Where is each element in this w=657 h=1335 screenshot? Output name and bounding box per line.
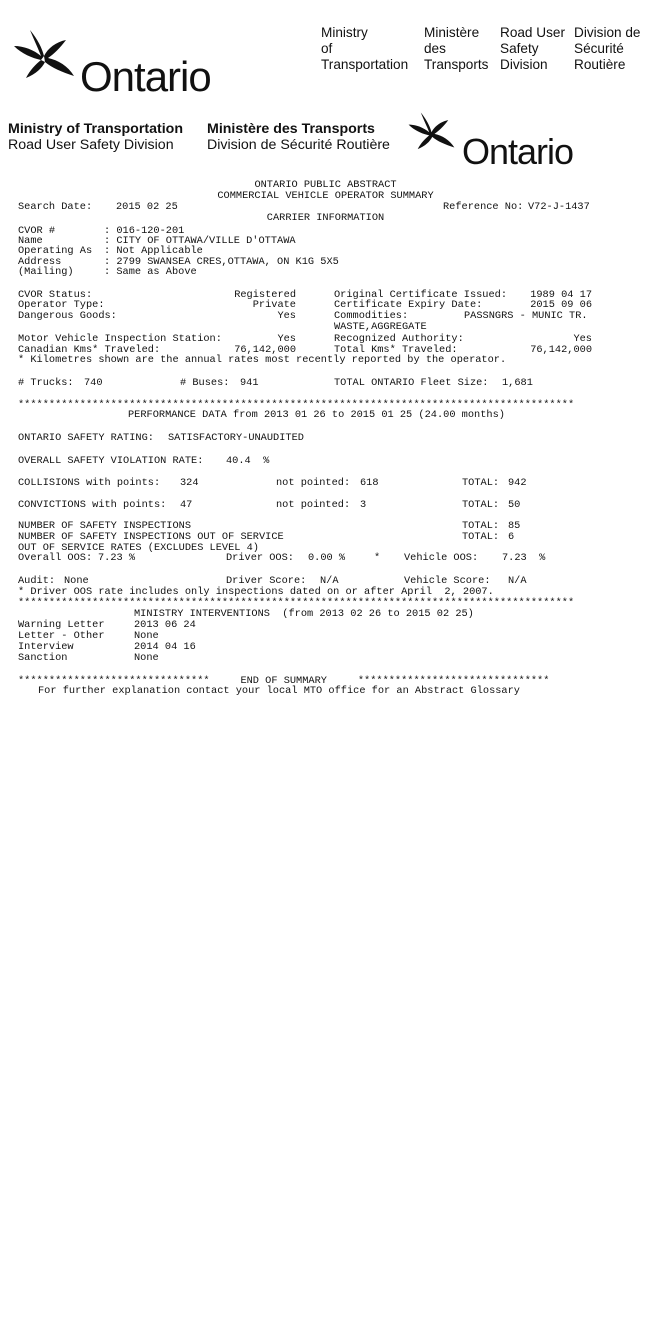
convictions-total: 50: [508, 499, 521, 511]
mailing-address: : Same as Above: [104, 266, 197, 278]
commodities-2: WASTE,AGGREGATE: [334, 321, 427, 333]
total-kms-label: Total Kms* Traveled:: [334, 344, 458, 356]
band-english: [8, 121, 183, 153]
oos-inspections-label: NUMBER OF SAFETY INSPECTIONS OUT OF SERVICE: [18, 531, 284, 543]
orig-cert-label: Original Certificate Issued:: [334, 289, 508, 301]
header-col-ministry-fr: Ministère des Transports: [424, 25, 489, 72]
total-kms: 76,142,000: [530, 344, 592, 356]
end-of-summary: ******************************* END OF SUMMARY *******************************: [18, 675, 550, 687]
band-french: [207, 121, 390, 153]
convictions-total-label: TOTAL:: [462, 499, 500, 511]
vehicle-oos: 7.23 %: [502, 552, 546, 564]
oos-total: 6: [508, 531, 515, 543]
intervention-row-value: None: [134, 652, 159, 664]
collisions-total-label: TOTAL:: [462, 477, 500, 489]
cdn-kms-label: Canadian Kms* Traveled:: [18, 344, 161, 356]
intervention-row-label: Interview: [18, 641, 74, 653]
carrier-info-title: CARRIER INFORMATION: [266, 212, 385, 224]
operator-type: Private: [252, 299, 296, 311]
band-ontario-wordmark: Ontario: [462, 131, 574, 172]
recognized-value: Yes: [573, 333, 592, 345]
trucks-count: 740: [84, 377, 103, 389]
performance-title: PERFORMANCE DATA from 2013 01 26 to 2015 01 25 (24.00 months): [128, 409, 505, 421]
cert-expiry-label: Certificate Expiry Date:: [334, 299, 483, 311]
header-col-ministry-en: Ministry of Transportation: [321, 25, 409, 72]
inspections-label: NUMBER OF SAFETY INSPECTIONS: [18, 520, 192, 532]
intervention-row-value: 2013 06 24: [134, 619, 196, 631]
band-ministry-en: Ministry of Transportation: [8, 121, 183, 137]
vehicle-score-label: Vehicle Score:: [404, 575, 491, 587]
reference-number: V72-J-1437: [528, 201, 590, 213]
mvis-label: Motor Vehicle Inspection Station:: [18, 333, 222, 345]
operating-as-label: Operating As: [18, 245, 93, 257]
dangerous-goods: Yes: [277, 310, 296, 322]
intervention-row-label: Warning Letter: [18, 619, 105, 631]
driver-oos-note: * Driver OOS rate includes only inspections dated on or after April 2, 2007.: [18, 586, 494, 598]
buses-count: 941: [240, 377, 259, 389]
reference-label: Reference No:: [443, 201, 524, 213]
intervention-row-label: Letter - Other: [18, 630, 105, 642]
cdn-kms: 76,142,000: [234, 344, 296, 356]
name-label: Name: [18, 235, 43, 247]
safety-rating: SATISFACTORY-UNAUDITED: [168, 432, 304, 444]
fleet-size: 1,681: [502, 377, 533, 389]
band-division-en: Road User Safety Division: [8, 137, 174, 153]
orig-cert-date: 1989 04 17: [530, 289, 592, 301]
safety-rating-label: ONTARIO SAFETY RATING:: [18, 432, 154, 444]
dangerous-goods-label: Dangerous Goods:: [18, 310, 117, 322]
operator-type-label: Operator Type:: [18, 299, 105, 311]
carrier-name: : CITY OF OTTAWA/VILLE D'OTTAWA: [104, 235, 296, 247]
overall-oos-label: Overall OOS:: [18, 552, 93, 564]
collisions-not-pointed: 618: [360, 477, 379, 489]
driver-score: N/A: [320, 575, 339, 587]
mailing-label: (Mailing): [18, 266, 74, 278]
audit-value: None: [64, 575, 89, 587]
kms-note: * Kilometres shown are the annual rates most recently reported by the operator.: [18, 354, 507, 366]
commodities-label: Commodities:: [334, 310, 409, 322]
interventions-title: MINISTRY INTERVENTIONS (from 2013 02 26 to 2015 02 25): [134, 608, 474, 620]
driver-oos-label: Driver OOS:: [226, 552, 294, 564]
band-division-fr: Division de Sécurité Routière: [207, 137, 390, 153]
driver-oos-asterisk: *: [374, 552, 381, 564]
collisions-not-pointed-label: not pointed:: [276, 477, 351, 489]
recognized-label: Recognized Authority:: [334, 333, 464, 345]
oos-total-label: TOTAL:: [462, 531, 500, 543]
oos-rates-label: OUT OF SERVICE RATES (EXCLUDES LEVEL 4): [18, 542, 259, 554]
cert-expiry-date: 2015 09 06: [530, 299, 592, 311]
trucks-label: # Trucks:: [18, 377, 74, 389]
violation-rate: 40.4 %: [226, 455, 270, 467]
cvor-number: : 016-120-201: [104, 225, 185, 237]
inspections-total: 85: [508, 520, 521, 532]
intervention-row-value: None: [134, 630, 159, 642]
driver-score-label: Driver Score:: [226, 575, 307, 587]
driver-oos: 0.00 %: [308, 552, 346, 564]
violation-rate-label: OVERALL SAFETY VIOLATION RATE:: [18, 455, 204, 467]
operating-as: : Not Applicable: [104, 245, 203, 257]
collisions-label: COLLISIONS with points:: [18, 477, 161, 489]
separator-1: ******************************************************************************************: [18, 399, 575, 411]
convictions-not-pointed-label: not pointed:: [276, 499, 351, 511]
collisions-total: 942: [508, 477, 527, 489]
fleet-size-label: TOTAL ONTARIO Fleet Size:: [334, 377, 489, 389]
ontario-wordmark: Ontario: [80, 53, 211, 100]
search-date-label: Search Date:: [18, 201, 93, 213]
header-col-division-en: Road User Safety Division: [500, 25, 565, 72]
search-date: 2015 02 25: [116, 201, 178, 213]
separator-2: ******************************************************************************************: [18, 597, 575, 609]
audit-label: Audit:: [18, 575, 56, 587]
abstract-title-1: ONTARIO PUBLIC ABSTRACT: [254, 179, 397, 191]
ontario-trillium-small-icon: [404, 108, 462, 152]
inspections-total-label: TOTAL:: [462, 520, 500, 532]
cvor-status: Registered: [234, 289, 296, 301]
abstract-title-2: COMMERCIAL VEHICLE OPERATOR SUMMARY: [217, 190, 434, 202]
cvor-status-label: CVOR Status:: [18, 289, 93, 301]
intervention-row-value: 2014 04 16: [134, 641, 196, 653]
buses-label: # Buses:: [180, 377, 230, 389]
commodities-1: PASSNGRS - MUNIC TR.: [464, 310, 588, 322]
convictions-pointed: 47: [180, 499, 193, 511]
mvis-value: Yes: [277, 333, 296, 345]
carrier-address: : 2799 SWANSEA CRES,OTTAWA, ON K1G 5X5: [104, 256, 339, 268]
ontario-trillium-logo-icon: [8, 26, 84, 80]
band-ministry-fr: Ministère des Transports: [207, 121, 375, 137]
vehicle-oos-label: Vehicle OOS:: [404, 552, 479, 564]
intervention-row-label: Sanction: [18, 652, 68, 664]
convictions-not-pointed: 3: [360, 499, 367, 511]
convictions-label: CONVICTIONS with points:: [18, 499, 167, 511]
vehicle-score: N/A: [508, 575, 527, 587]
header-col-division-fr: Division de Sécurité Routière: [574, 25, 641, 72]
address-label: Address: [18, 256, 62, 268]
footer-note: For further explanation contact your local MTO office for an Abstract Glossary: [38, 685, 520, 697]
overall-oos: 7.23 %: [98, 552, 136, 564]
cvor-label: CVOR #: [18, 225, 56, 237]
collisions-pointed: 324: [180, 477, 199, 489]
